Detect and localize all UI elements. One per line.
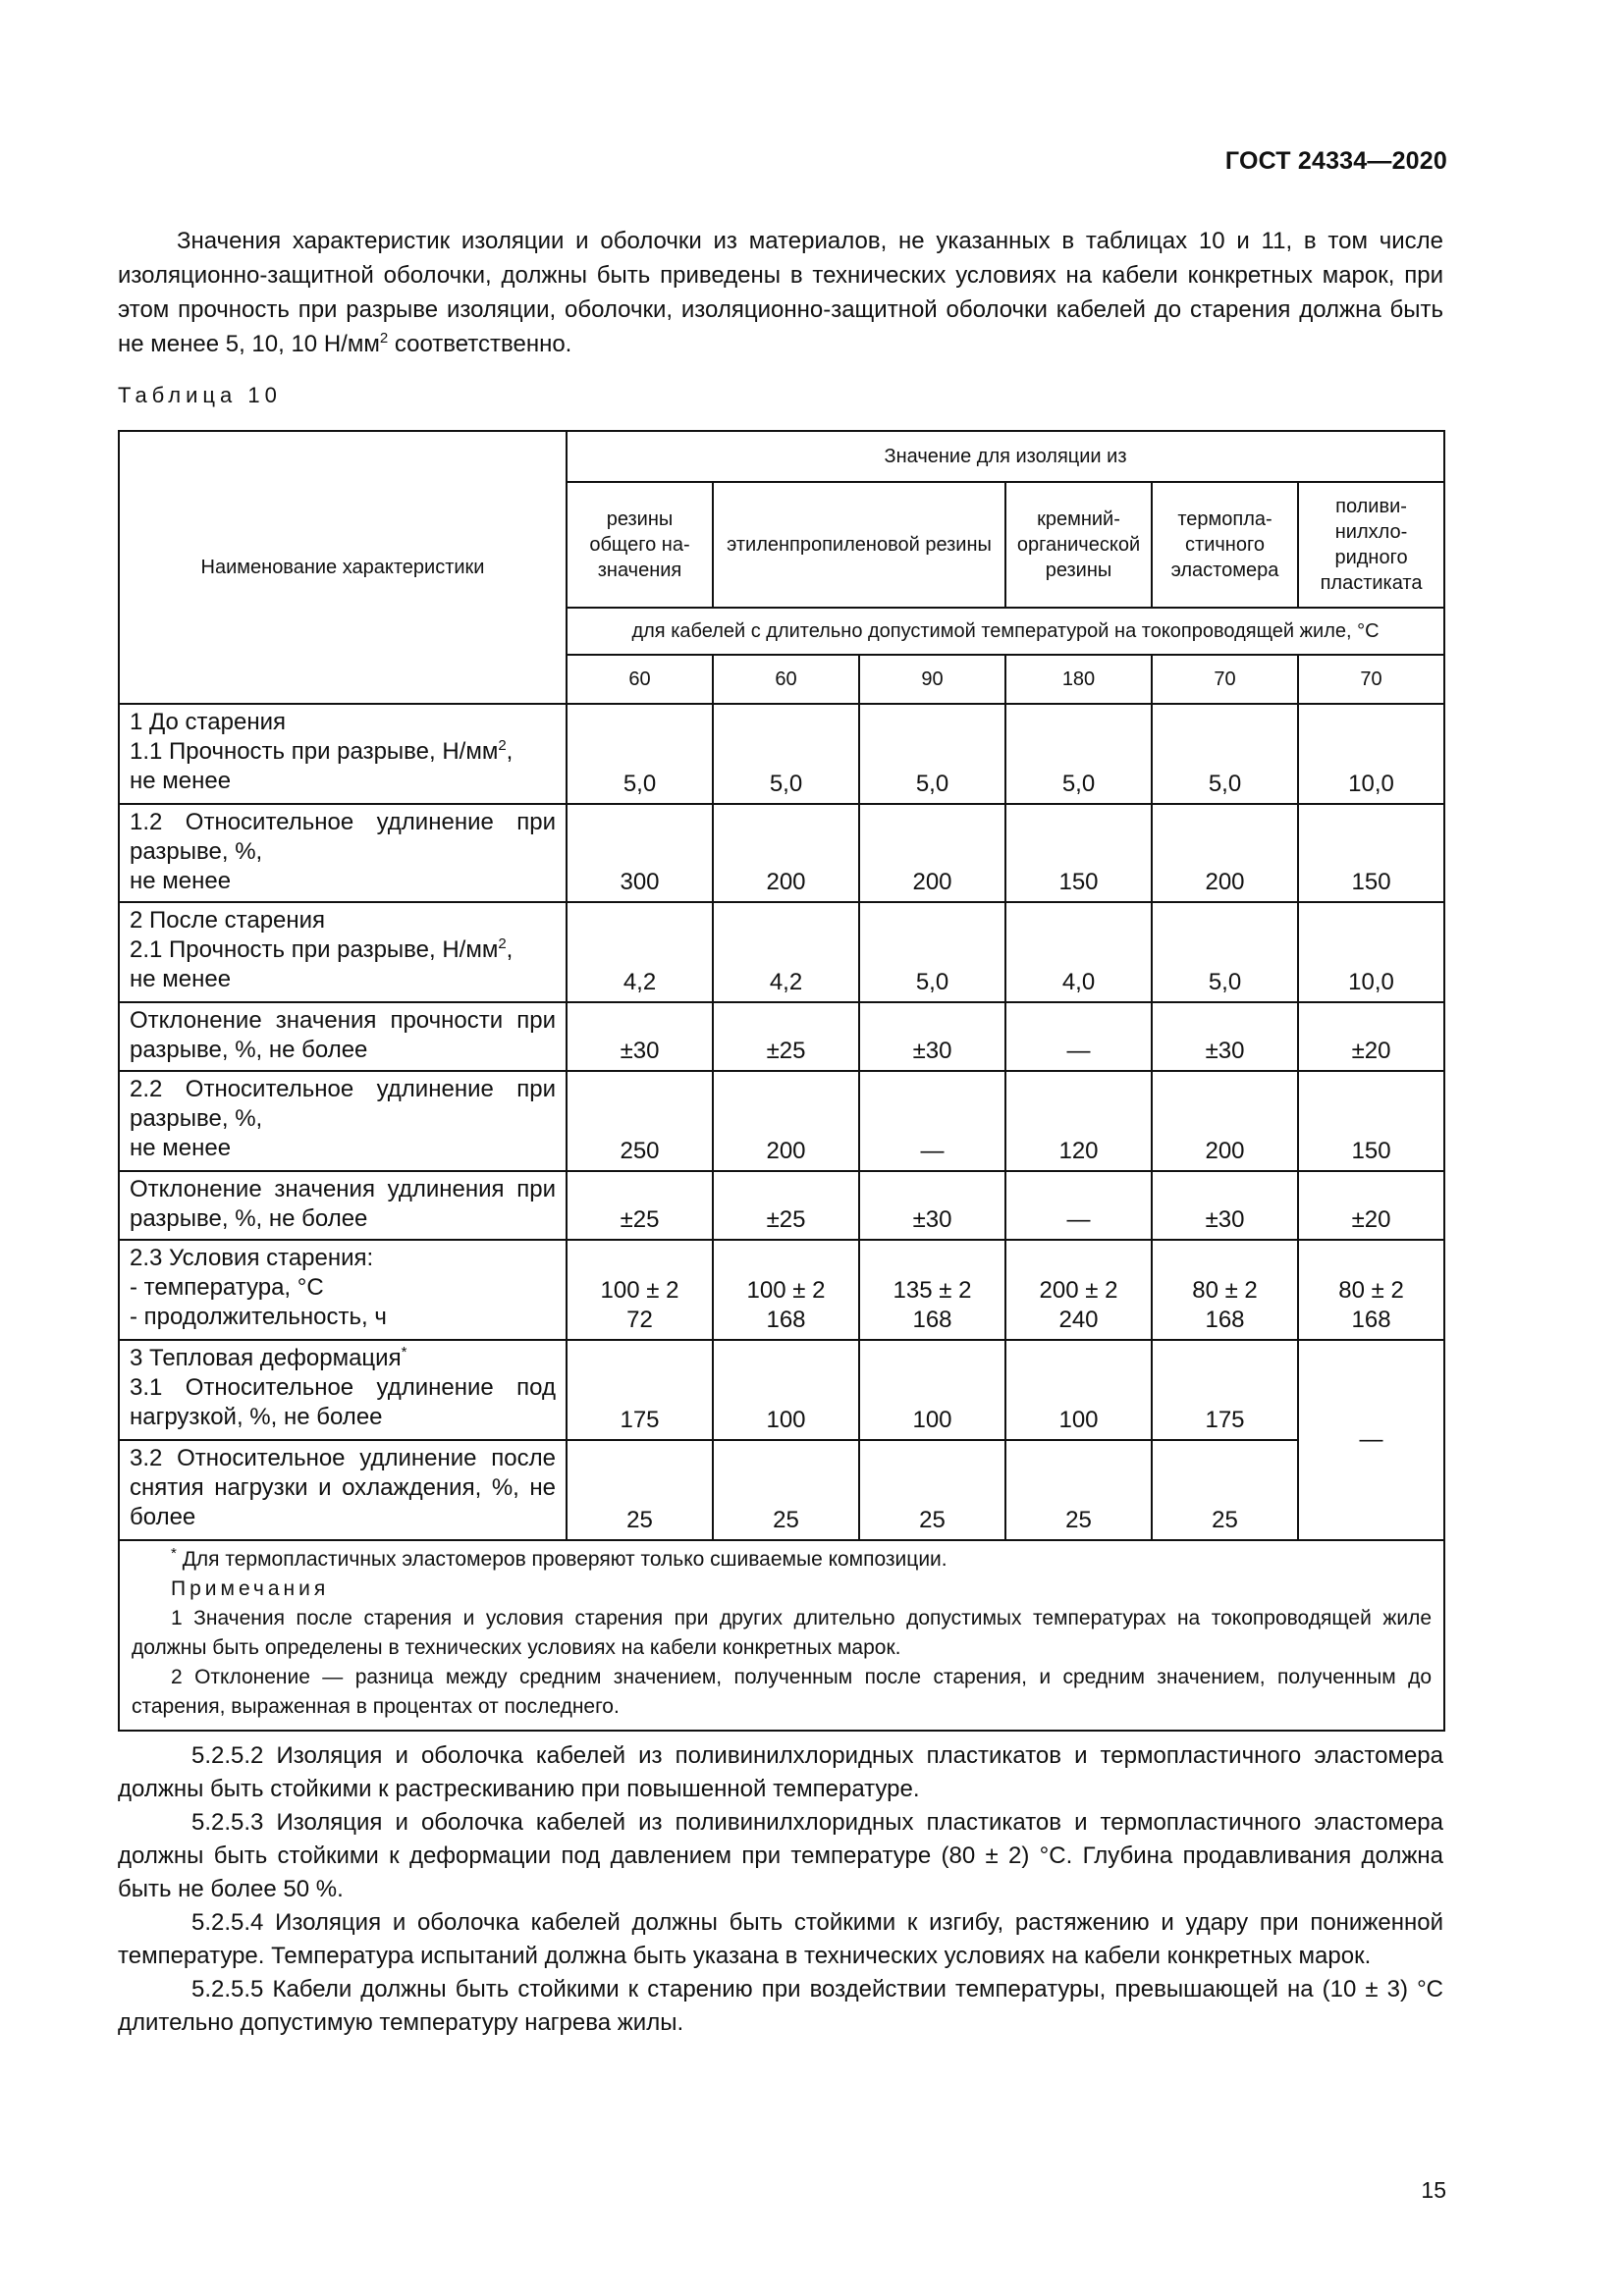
header-row-group (119, 431, 1444, 482)
header-temp: 70 (1152, 655, 1298, 704)
value-cell: — (1005, 1171, 1152, 1240)
value-cell: 200 (713, 1071, 859, 1171)
table-caption: Таблица 10 (118, 383, 282, 407)
value-cell: 100 (1005, 1340, 1152, 1440)
notes-heading: Примечания (171, 1577, 330, 1600)
header-temp: 180 (1005, 655, 1152, 704)
clauses (118, 1739, 1443, 2040)
table-row (119, 804, 1444, 902)
characteristics-table (118, 430, 1445, 1732)
table-row (119, 1071, 1444, 1171)
value-cell: 25 (1005, 1440, 1152, 1540)
header-material: этиленпропиленовой резины (713, 482, 1005, 608)
value-cell: ±25 (713, 1002, 859, 1071)
value-cell: ±30 (859, 1002, 1005, 1071)
standard-designation: ГОСТ 24334—2020 (1224, 147, 1447, 175)
value-cell: 175 (567, 1340, 713, 1440)
value-cell: 150 (1298, 804, 1444, 902)
clause: 5.2.5.3 Изоляция и оболочка кабелей из поливинилхлоридных пластикатов и термопластичного эластомера должны быть стойкими к деформации под давлением при температуре (80 ± 2) °С. Глубина продавливания должна быть не более 50 %. (118, 1809, 1443, 1902)
table-row (119, 1440, 1444, 1540)
table-notes (119, 1540, 1444, 1731)
value-cell: ±25 (713, 1171, 859, 1240)
value-cell: ±30 (859, 1171, 1005, 1240)
row-label: 2 После старения 2.1 Прочность при разрыве, $Н/мм^2$, не менее (119, 902, 567, 1002)
value-cell: 200 (1152, 804, 1298, 902)
value-cell: 100 ± 2 72 (567, 1240, 713, 1340)
header-material: поливинилхлоридного пластиката (1298, 482, 1444, 608)
table-row (119, 1340, 1444, 1440)
value-cell: 100 ± 2 168 (713, 1240, 859, 1340)
value-cell: 200 ± 2 240 (1005, 1240, 1152, 1340)
value-cell: 5,0 (1152, 704, 1298, 804)
clause: 5.2.5.5 Кабели должны быть стойкими к старению при воздействии температуры, превышающей на (10 ± 3) °С длительно допустимую температуру нагрева жилы. (118, 1976, 1443, 2036)
row-label: Отклонение значения удлинения при разрыве, %, не более (119, 1171, 567, 1240)
value-cell-merged: — (1298, 1340, 1444, 1540)
value-cell: 5,0 (859, 902, 1005, 1002)
row-label: Отклонение значения прочности при разрыве, %, не более (119, 1002, 567, 1071)
value-cell: 25 (859, 1440, 1005, 1540)
page-number: 15 (1421, 2177, 1446, 2203)
header-temp: 70 (1298, 655, 1444, 704)
value-cell: 200 (1152, 1071, 1298, 1171)
header-temp-label: для кабелей с длительно допустимой температурой на токопроводящей жиле, °С (567, 608, 1444, 655)
header-name-cell: Наименование характеристики (119, 431, 567, 704)
footnote: * Для термопластичных эластомеров проверяют только сшиваемые композиции. (171, 1545, 947, 1571)
value-cell: — (859, 1071, 1005, 1171)
value-cell: 135 ± 2 168 (859, 1240, 1005, 1340)
table-row (119, 1171, 1444, 1240)
row-label: 3 Тепловая деформация* 3.1 Относительное удлинение под нагрузкой, %, не более (119, 1340, 567, 1440)
table-row (119, 1240, 1444, 1340)
header-temp: 60 (567, 655, 713, 704)
value-cell: 120 (1005, 1071, 1152, 1171)
row-label: 1 До старения 1.1 Прочность при разрыве, $Н/мм^2$, не менее (119, 704, 567, 804)
row-label: 1.2 Относительное удлинение при разрыве, %, не менее (119, 804, 567, 902)
notes-row (119, 1540, 1444, 1731)
value-cell: 25 (713, 1440, 859, 1540)
header-material: резины общего назначения (567, 482, 713, 608)
value-cell: 25 (567, 1440, 713, 1540)
table-row (119, 902, 1444, 1002)
value-cell: ±30 (1152, 1171, 1298, 1240)
clause: 5.2.5.2 Изоляция и оболочка кабелей из поливинилхлоридных пластикатов и термопластичного эластомера должны быть стойкими к растрескиванию при повышенной температуре. (118, 1742, 1443, 1802)
value-cell: 5,0 (1152, 902, 1298, 1002)
table-row (119, 1002, 1444, 1071)
value-cell: 300 (567, 804, 713, 902)
value-cell: 80 ± 2 168 (1152, 1240, 1298, 1340)
value-cell: ±30 (1152, 1002, 1298, 1071)
value-cell: 80 ± 2 168 (1298, 1240, 1444, 1340)
value-cell: 175 (1152, 1340, 1298, 1440)
header-temp: 90 (859, 655, 1005, 704)
value-cell: 100 (859, 1340, 1005, 1440)
row-label: 2.3 Условия старения: - температура, °С - продолжительность, ч (119, 1240, 567, 1340)
row-label: 2.2 Относительное удлинение при разрыве, %, не менее (119, 1071, 567, 1171)
row-label: 3.2 Относительное удлинение после снятия нагрузки и охлаждения, %, не более (119, 1440, 567, 1540)
header-material: термопластичного эластомера (1152, 482, 1298, 608)
value-cell: ±25 (567, 1171, 713, 1240)
value-cell: 4,2 (567, 902, 713, 1002)
value-cell: 200 (859, 804, 1005, 902)
value-cell: — (1005, 1002, 1152, 1071)
value-cell: ±20 (1298, 1171, 1444, 1240)
value-cell: 4,0 (1005, 902, 1152, 1002)
value-cell: 5,0 (859, 704, 1005, 804)
value-cell: 4,2 (713, 902, 859, 1002)
page-content (118, 224, 1443, 2040)
value-cell: 250 (567, 1071, 713, 1171)
value-cell: 150 (1005, 804, 1152, 902)
value-cell: 150 (1298, 1071, 1444, 1171)
value-cell: 5,0 (1005, 704, 1152, 804)
note-item: 1 Значения после старения и условия старения при других длительно допустимых температурах на токопроводящей жиле должны быть определены в технических условиях на кабели конкретных марок. (132, 1607, 1433, 1659)
note-item: 2 Отклонение — разница между средним значением, полученным после старения, и средним значением, полученным до старения, выраженная в процентах от последнего. (132, 1666, 1433, 1718)
value-cell: 25 (1152, 1440, 1298, 1540)
value-cell: 5,0 (567, 704, 713, 804)
value-cell: 100 (713, 1340, 859, 1440)
header-group-cell: Значение для изоляции из (567, 431, 1444, 482)
value-cell: 5,0 (713, 704, 859, 804)
header-material: кремнийорганической резины (1005, 482, 1152, 608)
value-cell: ±30 (567, 1002, 713, 1071)
header-temp: 60 (713, 655, 859, 704)
value-cell: 10,0 (1298, 704, 1444, 804)
value-cell: ±20 (1298, 1002, 1444, 1071)
clause: 5.2.5.4 Изоляция и оболочка кабелей должны быть стойкими к изгибу, растяжению и удару при пониженной температуре. Температура испытаний должна быть указана в технических условиях на кабели конкретных марок. (118, 1909, 1443, 1969)
table-row (119, 704, 1444, 804)
value-cell: 200 (713, 804, 859, 902)
intro-paragraph: Значения характеристик изоляции и оболочки из материалов, не указанных в таблицах 10 и 11, в том числе изоляционно-защитной оболочки, должны быть приведены в технических условиях на кабели конкретных марок, при этом прочность при разрыве изоляции, оболочки, изоляционно-защитной оболочки кабелей до старения должна быть не менее 5, 10, 10 $Н/мм^2$ соответственно. (118, 228, 1443, 357)
value-cell: 10,0 (1298, 902, 1444, 1002)
